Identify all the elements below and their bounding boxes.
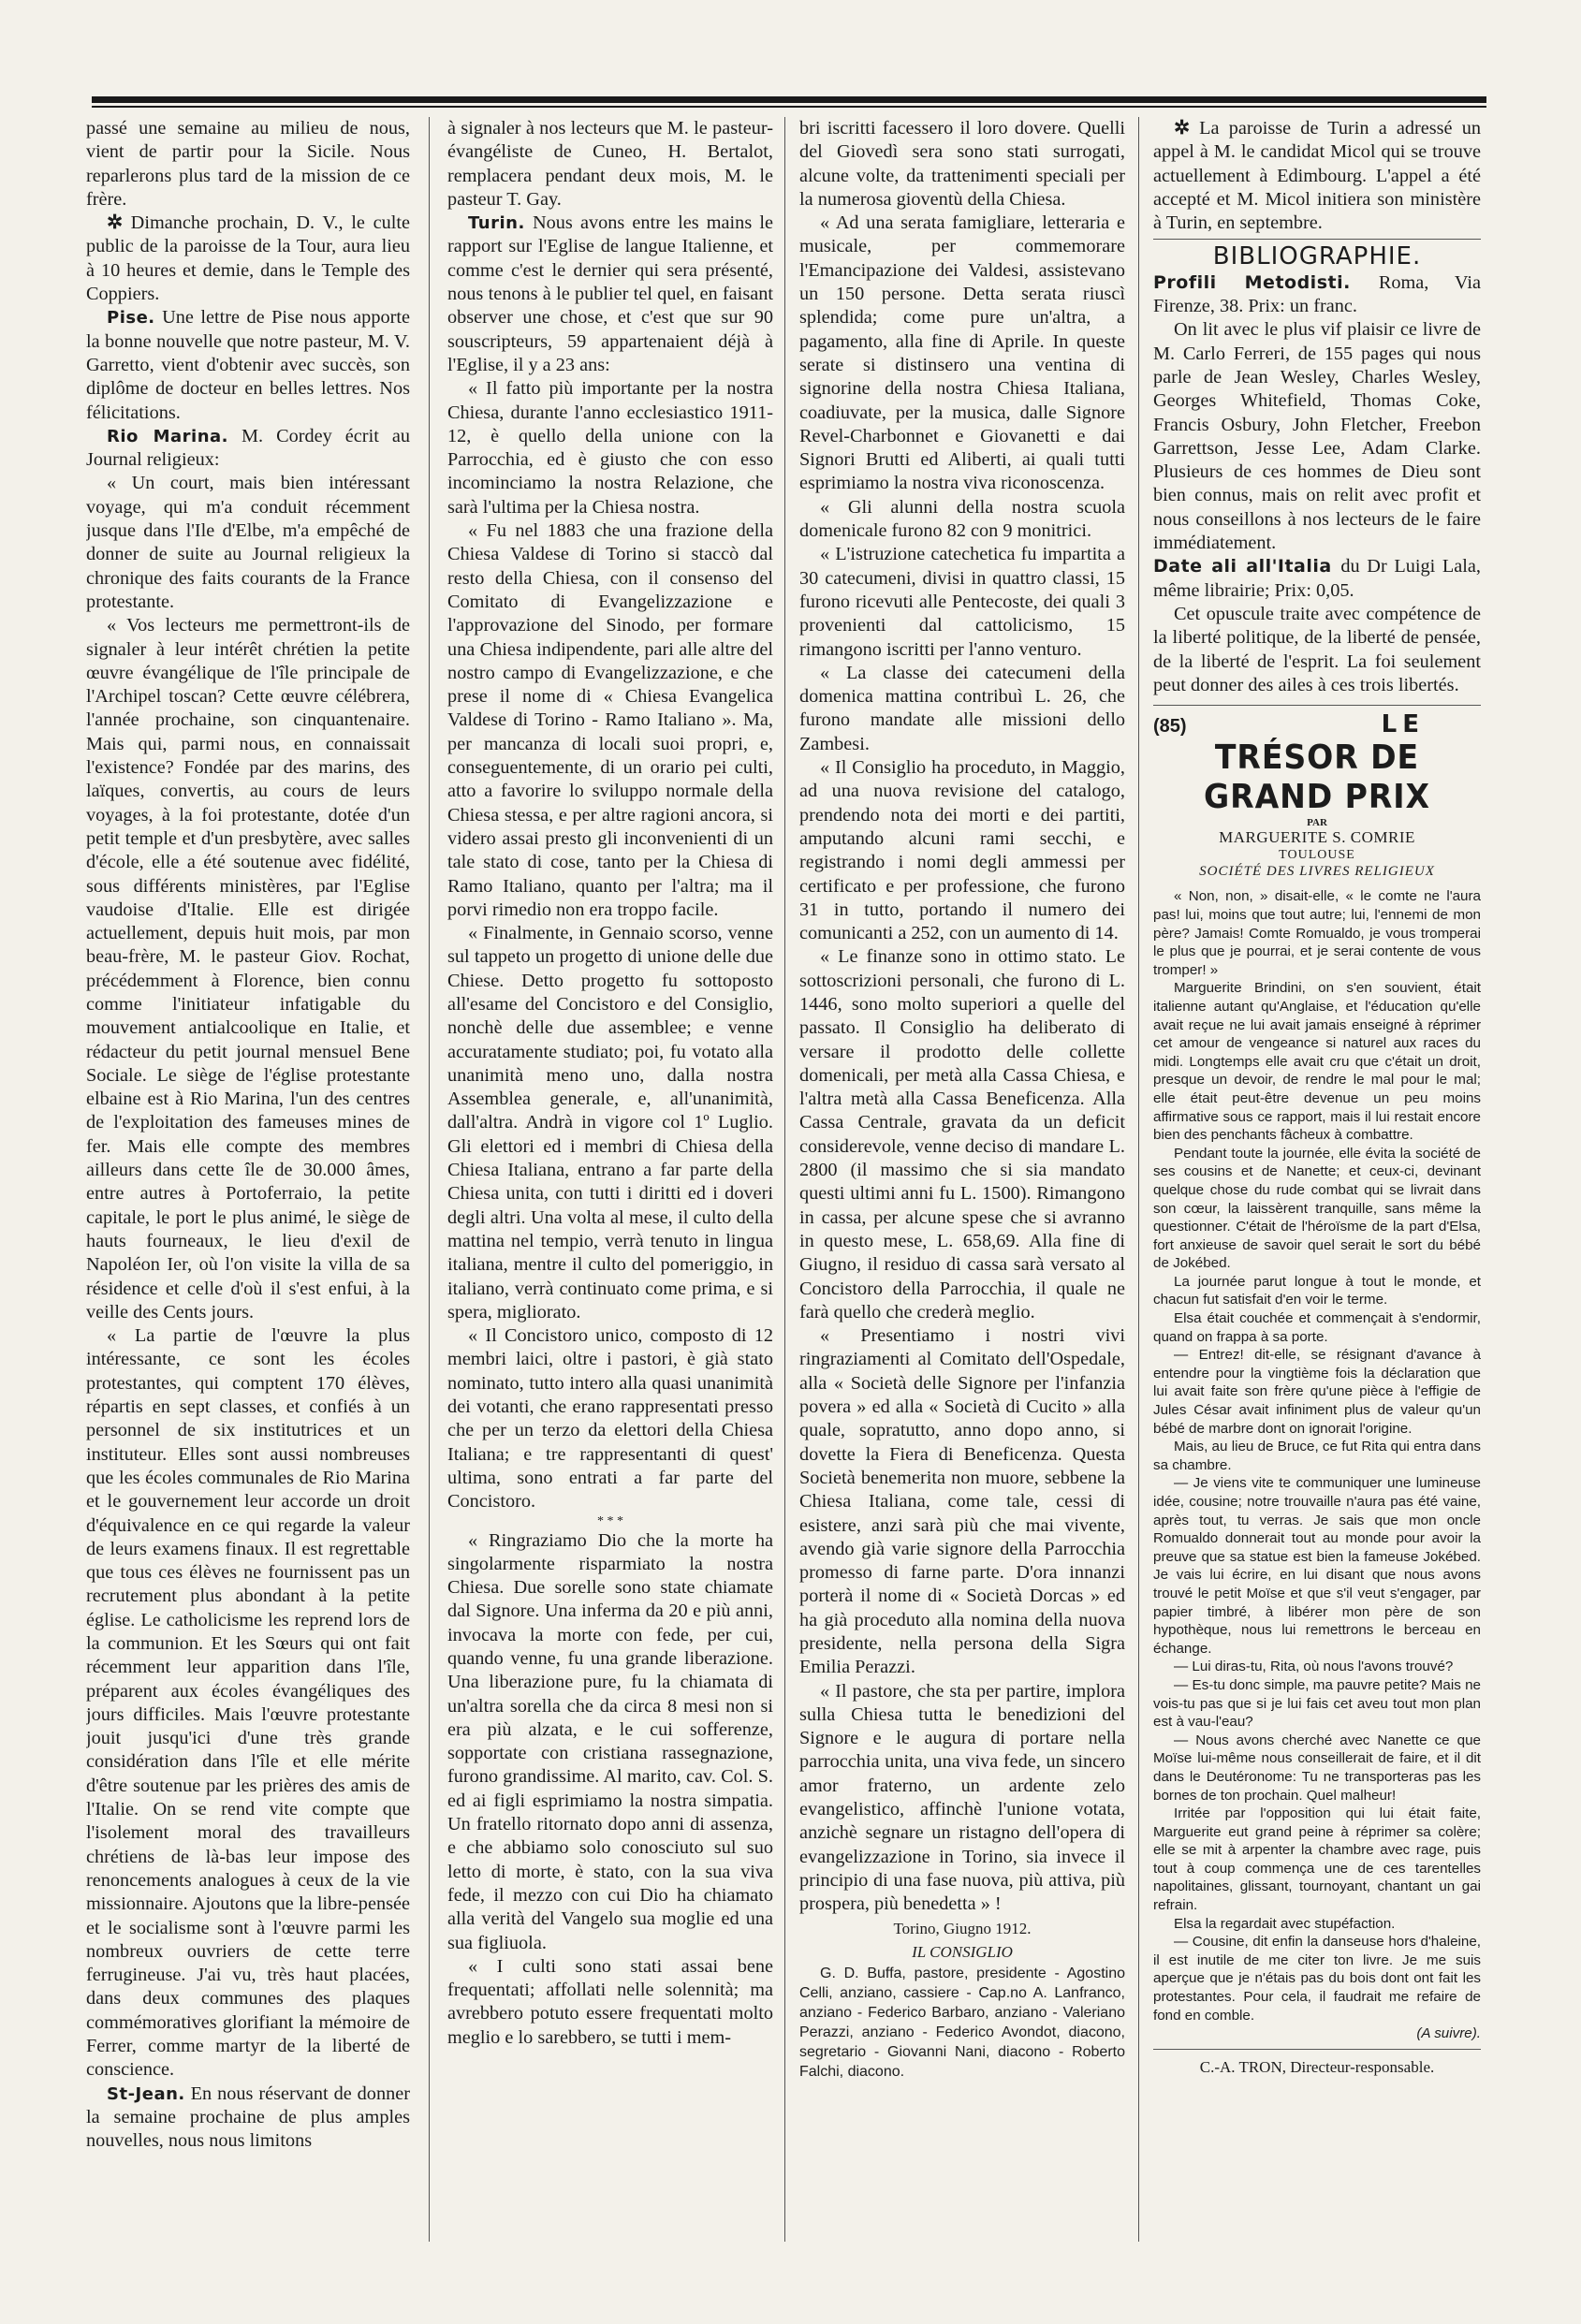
article-paragraph <box>1153 117 1481 235</box>
serial-paragraph: Elsa était couchée et commençait à s'endormir, quand on frappa à sa porte. <box>1153 1310 1481 1345</box>
article-paragraph <box>86 472 410 614</box>
serial-title: TRÉSOR DE GRAND PRIX <box>1204 738 1430 817</box>
place-heading: Rio Marina. <box>107 426 228 446</box>
article-paragraph <box>799 945 1125 1324</box>
paragraph-text: En nous réservant de donner la semaine prochaine de plus amples nouvelles, nous nous limitons <box>86 2083 410 2152</box>
serial-publisher: SOCIÉTÉ DES LIVRES RELIGIEUX <box>1199 864 1435 880</box>
article-paragraph <box>447 1324 773 1513</box>
serial-paragraph: Mais, au lieu de Bruce, ce fut Rita qui entra dans sa chambre. <box>1153 1439 1481 1473</box>
book-title: Profili Metodisti. <box>1153 271 1379 293</box>
article-paragraph <box>86 1324 410 2083</box>
paragraph-text: « L'istruzione catechetica fu impartita a 30 catecumeni, divisi in quattro classi, 15 furono ricevuti alle Pentecoste, dei quali 3 provenienti dal cattolicismo, 15 rimangono iscritti per l'anno venturo. <box>799 544 1125 660</box>
column-divider <box>1138 117 1139 2242</box>
serial-paragraph: « Non, non, » disait-elle, « le comte ne l'aura pas! lui, moins que tout autre; lui, l'ennemi de mon père? Jamais! Comte Romualdo, je vous tromperai le plus que je pourrai, et je serai contente de vous tromper! » <box>1153 888 1481 978</box>
paragraph-text: Dimanche prochain, D. V., le culte public de la paroisse de la Tour, aura lieu à 10 heures et demie, dans le Temple des Coppiers. <box>86 212 410 305</box>
article-paragraph <box>447 212 773 377</box>
serial-number: (85) <box>1153 716 1187 738</box>
entry-text: du Dr Luigi Lala, même librairie; Prix: 0,05. <box>1153 556 1481 601</box>
article-paragraph <box>447 117 773 212</box>
article-paragraph <box>799 496 1125 544</box>
paragraph-text: passé une semaine au milieu de nous, vient de partir pour la Sicile. Nous reparlerons plus tard de la mission de ce frère. <box>86 118 410 210</box>
article-paragraph <box>447 519 773 922</box>
paragraph-text: « I culti sono stati assai bene frequentati; affollati nelle solennità; ma avrebbero potuto essere frequentati molto meglio e lo sarebbero, se tutti i mem- <box>447 1955 773 2048</box>
article-paragraph <box>799 543 1125 661</box>
director-signature: C.-A. TRON, Directeur-responsable. <box>1153 2049 1481 2079</box>
article-paragraph <box>86 2083 410 2154</box>
article-paragraph <box>799 212 1125 496</box>
paragraph-text: « Un court, mais bien intéressant voyage, qui m'a conduit récemment jusque dans l'Ile d'Elbe, m'a empêché de donner de suite au Journal religieux la chronique des faits courants de la France protestante. <box>86 473 410 612</box>
column-2 <box>447 117 773 2260</box>
serial-paragraph: Marguerite Brindini, on s'en souvient, était italienne autant qu'Anglaise, et l'éducation qu'elle avait reçue ne lui avait jamais enseigné à réprimer cet amour de vengeance si naturel aux races du midi. Longtemps elle avait cru que c'était un droit, presque un devoir, de rendre le mal pour le mal; elle était peut-être devenue un peu moins affirmative sous ce rapport, mais il lui restait encore bien des penchants fâcheux à combattre. <box>1153 980 1481 1144</box>
paragraph-text: « La classe dei catecumeni della domenica mattina contribuì L. 26, che furono mandate alle missioni dello Zambesi. <box>799 662 1125 754</box>
serial-paragraph: — Je viens vite te communiquer une lumineuse idée, cousine; notre trouvaille n'aura pas été vaine, après tout, tu verras. Je sais que mon oncle Romualdo donnerait tout au monde pour avoir la preuve que sa statue est bien la fameuse Jokébed. Je vais lui écrire, en lui disant que nous avons trouvé le petit Moïse et que s'il veut s'engager, par papier timbré, à libérer mon père de son hypothèque, nous lui remettrons le berceau en échange. <box>1153 1475 1481 1657</box>
column-divider <box>784 117 785 2242</box>
paragraph-text: M. Cordey écrit au Journal religieux: <box>86 425 410 471</box>
bibliography-heading: BIBLIOGRAPHIE. <box>1153 239 1481 269</box>
serial-paragraph: — Cousine, dit enfin la danseuse hors d'haleine, il est inutile de me citer ton livre. Je me suis aperçue que je n'étais pas du bois dont ont fait les protestantes. Pour cela, il faudrait me refaire de fond en comble. <box>1153 1934 1481 2024</box>
paragraph-text: à signaler à nos lecteurs que M. le pasteur-évangéliste de Cuneo, H. Bertalot, remplacera pendant deux mois, M. le pasteur T. Gay. <box>447 118 773 210</box>
bibliography-entry <box>1153 555 1481 603</box>
column-4 <box>1153 117 1481 2260</box>
article-paragraph <box>799 117 1125 212</box>
bibliography-entry <box>1153 603 1481 697</box>
paragraph-text: « Fu nel 1883 che una frazione della Chiesa Valdese di Torino si staccò dal resto della Chiesa, con il consenso del Comitato di Evangelizzazione e l'approvazione del Sinodo, per formare una Chiesa indipendente, pari alle altre del nostro campo di Evangelizzazione, e che prese il nome di « Chiesa Evangelica Valdese di Torino - Ramo Italiano ». Ma, per mancanza di locali suoi propri, e, conseguentemente, di un orario pei culti, atto a favorire lo sviluppo normale della Chiesa stessa, e per altre ragioni ancora, si videro assai presto gli inconvenienti di un tale stato di cose, tanto per la Chiesa di Ramo Italiano, quanto per l'altra; ma il porvi rimedio non era troppo facile. <box>447 520 773 920</box>
serial-paragraph: — Nous avons cherché avec Nanette ce que Moïse lui-même nous conseillerait de faire, et il dit dans le Deutéronome: Tu ne transporteras pas les bornes de ton prochain. Quel malheur! <box>1153 1732 1481 1804</box>
paragraph-text: « La partie de l'œuvre la plus intéressante, ce sont les écoles protestantes, qui comptent 170 élèves, répartis en sept classes, et confiés à un personnel de six institutrices et un instituteur. Elles sont aussi nombreuses que les écoles communales de Rio Marina et le gouvernement leur accorde un droit d'équivalence en ce qui regarde la valeur de leurs examens finaux. Il est regrettable que tous ces élèves ne fournissent pas un recrutement plus abondant à la petite église. Le catholicisme les reprend lors de la communion. Et les Sœurs qui ont fait récemment leur apparition dans l'île, préparent aux écoles évangéliques des jours difficiles. Mais l'œuvre protestante jouit jusqu'ici d'une très grande considération dans l'île et elle mérite d'être soutenue par les prières des amis de l'Italie. On se rend vite compte que l'isolement moral des travailleurs chrétiens de là-bas leur impose des renoncements analogues à ceux de la vie missionnaire. Ajoutons que la libre-pensée et le socialisme sont à l'œuvre parmi les nombreux ouvriers de cette terre ferrugineuse. J'ai vu, très haut placées, dans deux communes des plaques commémoratives glorifiant la mémoire de Ferrer, comme martyr de la liberté de conscience. <box>86 1325 410 2081</box>
place-heading: St-Jean. <box>107 2083 185 2104</box>
masthead-rule <box>92 96 1486 103</box>
bullet-mark: ✲ <box>107 212 131 234</box>
serial-par: PAR <box>1307 817 1327 829</box>
book-title: Date ali all'Italia <box>1153 556 1341 577</box>
section-separator: * * * <box>597 1513 623 1528</box>
paragraph-text: « Vos lecteurs me permettront-ils de signaler à leur intérêt chrétien la petite œuvre évangélique de l'île principale de l'Archipel toscan? Cette œuvre célébrera, l'année prochaine, son cinquantenaire. Mais qui, parmi nous, en connaissait l'existence? Fondée par des marins, des laïques, convertis, au cours de leurs voyages, à la foi protestante, dotée d'un petit temple et d'un presbytère, avec salles d'école, elle a été soutenue avec fidélité, sous différents ministères, par l'Eglise vaudoise d'Italie. Elle est dirigée actuellement, depuis huit mois, par mon beau-frère, M. le pasteur Giov. Rochat, précédemment à Florence, bien connu comme l'initiateur infatigable du mouvement antialcoolique en Italie, et rédacteur du petit journal mensuel Bene Sociale. Le siège de l'église protestante elbaine est à Rio Marina, l'un des centres de l'exploitation des fameuses mines de fer. Mais elle compte des membres ailleurs dans cette île de 30.000 âmes, entre autres à Portoferraio, la petite capitale, le port le plus animé, le siège de hauts fourneaux, le lieu d'exil de Napoléon Ier, où l'on visite la villa de sa résidence et celle d'où il s'est enfui, à la veille des Cents jours. <box>86 615 410 1323</box>
to-be-continued: (A suivre). <box>1416 2025 1481 2042</box>
article-paragraph <box>86 117 410 212</box>
article-paragraph <box>799 1324 1125 1679</box>
paragraph-text: Nous avons entre les mains le rapport sur l'Eglise de langue Italienne, et comme c'est le dernier qui sera présenté, nous tenons à le publier tel quel, en faisant observer une chose, et c'est que sur 90 souscripteurs, 59 appartenaient déjà à l'Eglise, il y a 23 ans: <box>447 212 773 375</box>
entry-text: Roma, Via Firenze, 38. Prix: un franc. <box>1153 271 1481 317</box>
article-paragraph <box>86 425 410 473</box>
signature-line: IL CONSIGLIO <box>912 1942 1013 1961</box>
paragraph-text: « Ringraziamo Dio che la morte ha singolarmente risparmiato la nostra Chiesa. Due sorelle sono state chiamate dal Signore. Una inferma da 20 e più anni, invocava la morte con fede, per cui, quando venne, fu una grande liberazione. Una liberazione pure, fu la chiamata di un'altra sorella che da circa 8 mesi non si era più alzata, e le cui sofferenze, sopportate con cristiana rassegnazione, furono grandissime. Al marito, cav. Col. S. ed ai figli esprimiamo la nostra simpatia. Un fratello ritornato dopo anni di assenza, e che abbiamo solo conosciuto sul suo letto di morte, è stato, con la sua viva fede, il mezzo con cui Dio ha chiamato alla verità del Vangelo sua moglie ed una sua figliuola. <box>447 1529 773 1953</box>
entry-text: Cet opuscule traite avec compétence de la liberté politique, de la liberté de pensée, de la liberté de l'esprit. La foi seulement peut donner des ailes à ces trois libertés. <box>1153 603 1481 695</box>
article-paragraph <box>799 1680 1125 1917</box>
article-paragraph <box>447 1529 773 1955</box>
article-paragraph <box>447 1955 773 2050</box>
paragraph-text: « Presentiamo i nostri vivi ringraziamenti al Comitato dell'Ospedale, alla « Società delle Signore per l'infanzia povera » ed alla « Società di Cucito » alla quale, sopratutto, anno dopo anno, si dovette la Fiera di Beneficenza. Questa Società benemerita non muore, sebbene la Chiesa Italiana, come tale, cessi di esistere, anzi sarà più che mai vivente, avendo già varie signore della Parrocchia promesso di farne parte. D'ora innanzi porterà il nome di « Società Dorcas » ed ha già proceduto alla nomina della nuova presidente, nella persona della Sigra Emilia Perazzi. <box>799 1325 1125 1678</box>
bibliography-entry <box>1153 318 1481 555</box>
column-3 <box>799 117 1125 2260</box>
council-signatures: G. D. Buffa, pastore, presidente - Agostino Celli, anziano, cassiere - Cap.no A. Lanfranco, anziano - Federico Barbaro, anziano - Valeriano Perazzi, anziano - Federico Avondot, diacono, segretario - Giovanni Nani, diacono - Roberto Falchi, diacono. <box>799 1966 1125 2081</box>
paragraph-text: bri iscritti facessero il loro dovere. Quelli del Giovedì sera sono stati surrogati, alcune volte, da trattenimenti speciali per la numerosa gioventù della Chiesa. <box>799 118 1125 210</box>
column-divider <box>429 117 430 2242</box>
serial-paragraph: Pendant toute la journée, elle évita la société de ses cousins et de Nanette; et ceux-ci, devinant quelque chose du rude combat qui se livrait dans son cœur, la laissèrent tranquille, sans même la questionner. C'était de l'héroïsme de la part d'Elsa, fort anxieuse de savoir quel serait le sort du bébé de Jokébed. <box>1153 1145 1481 1272</box>
article-paragraph <box>447 377 773 519</box>
paragraph-text: « Il fatto più importante per la nostra Chiesa, durante l'anno ecclesiastico 1911-12, è quello della unione con la Parrocchia, ed è giusto che con esso incominciamo la nostra Relazione, che sarà l'ultima per la Chiesa nostra. <box>447 378 773 518</box>
paragraph-text: « Il Consiglio ha proceduto, in Maggio, ad una nuova revisione del catalogo, prendendo nota dei morti e dei partiti, amputando alcuni rami secchi, e registrando i nomi degli ammessi per certificato e per professione, che furono 31 in tutto, portando il numero dei comunicanti a 252, con un aumento di 14. <box>799 757 1125 944</box>
serial-paragraph: Elsa la regardait avec stupéfaction. <box>1174 1915 1396 1932</box>
serial-header <box>1153 705 1481 738</box>
paragraph-text: Une lettre de Pise nous apporte la bonne nouvelle que notre pasteur, M. V. Garretto, vient d'obtenir avec succès, son diplôme de docteur en belles lettres. Nos félicitations. <box>86 307 410 423</box>
paragraph-text: « Finalmente, in Gennaio scorso, venne sul tappeto un progetto di unione delle due Chiese. Detto progetto fu sottoposto all'esame del Concistoro e del Consiglio, nonchè delle due assemblee; e venne accuratamente studiato; poi, fu votato alla unanimità meno uno, dalla nostra Assemblea generale, e, all'unanimità, dall'altra. Andrà in vigore col 1º Luglio. Gli elettori ed i membri di Chiesa della Chiesa Italiana, entrano a far parte della Chiesa unita, con tutti i diritti ed i doveri degli altri. Una volta al mese, il culto della mattina nel tempio, verrà tenuto in lingua italiana, mentre il culto del pomeriggio, in italiano, verrà continuato come prima, e si spera, migliorato. <box>447 923 773 1323</box>
article-paragraph <box>447 922 773 1324</box>
paragraph-text: La paroisse de Turin a adressé un appel à M. le candidat Micol qui se trouve actuellement à Edimbourg. L'appel a été accepté et M. Micol initiera son ministère à Turin, en septembre. <box>1153 118 1481 234</box>
place-heading: Turin. <box>468 213 525 234</box>
article-paragraph <box>86 306 410 424</box>
paragraph-text: « Il pastore, che sta per partire, implora sulla Chiesa tutta le benedizioni del Signore e le augura di portare nella parrocchia unita, una viva fede, un sincero amor fraterno, un ardente zelo evangelistico, affinchè l'unione votata, anzichè segnare un ristagno dell'opera di evangelizzazione in Torino, sia invece il principio di una fase nuova, più attiva, più prospera, più benedetta » ! <box>799 1680 1125 1915</box>
bibliography-entry <box>1153 271 1481 319</box>
serial-paragraph: — Entrez! dit-elle, se résignant d'avance à entendre pour la vingtième fois la déclaration que lui avait faite son frère qu'une pièce à l'effigie de Jules César avait infiniment plus de valeur qu'un bébé de marbre dont on ignorait l'origine. <box>1153 1347 1481 1437</box>
serial-paragraph: — Lui diras-tu, Rita, où nous l'avons trouvé? <box>1174 1659 1454 1675</box>
column-1 <box>86 117 410 2260</box>
serial-author: MARGUERITE S. COMRIE <box>1219 828 1415 847</box>
paragraph-text: « Ad una serata famigliare, letteraria e musicale, per commemorare l'Emancipazione dei Valdesi, assistevano un 150 persone. Detta serata riuscì splendida; come pure un'altra, a pagamento, alla fine di Aprile. In queste serate si distinsero una ventina di signorine della nostra Chiesa Italiana, coadiuvate, per la musica, dalle Signore Revel-Charbonnet e Giovanetti e dai Signori Brutti ed Aliberti, ai quali tutti esprimiamo la nostra viva riconoscenza. <box>799 212 1125 494</box>
place-heading: Pise. <box>107 308 155 329</box>
masthead-rule-thin <box>92 106 1486 108</box>
serial-city: TOULOUSE <box>1279 848 1355 863</box>
paragraph-text: « Le finanze sono in ottimo stato. Le sottoscrizioni personali, che furono di L. 1446, sono molto superiori a quelle del passato. Il Consiglio ha deliberato di versare il prodotto delle collette domenicali, per metà alla Cassa Chiesa, e l'altra metà alla Cassa Beneficenza. Alla Cassa Centrale, gravata da un deficit considerevole, venne deciso di mandare L. 2800 (il massimo che si sia mandato questi ultimi anni fu L. 1500). Rimangono in cassa, per alcune spese che si avranno in questo mese, L. 658,69. Alla fine di Giugno, il residuo di cassa sarà versato al Concistoro della Parrocchia, il quale ne farà quello che crederà meglio. <box>799 946 1125 1323</box>
paragraph-text: « Il Concistoro unico, composto di 12 membri laici, oltre i pastori, è già stato nominato, tutto intero alla quasi unanimità dei votanti, che erano rappresentati presso che per un terzo da elettori della Chiesa Italiana; e tre rappresentanti di quest' ultima, sono entrati a far parte del Concistoro. <box>447 1325 773 1513</box>
signature-line: Torino, Giugno 1912. <box>893 1919 1032 1937</box>
article-paragraph <box>86 212 410 306</box>
entry-text: On lit avec le plus vif plaisir ce livre de M. Carlo Ferreri, de 155 pages qui nous parle de Jean Wesley, Charles Wesley, Georges Whitefield, Thomas Coke, Francis Osbury, John Fletcher, Freebon Garrettson, Jesse Lee, Adam Clarke. Plusieurs de ces hommes de Dieu sont bien connus, mais on relit avec profit et nous conseillons à nos lecteurs de le faire immédiatement. <box>1153 319 1481 554</box>
article-paragraph <box>799 662 1125 756</box>
serial-article: LE <box>1381 710 1425 739</box>
serial-paragraph: — Es-tu donc simple, ma pauvre petite? Mais ne vois-tu pas que si je lui fais cet aveu tout mon plan est à vau-l'eau? <box>1153 1676 1481 1731</box>
serial-paragraph: La journée parut longue à tout le monde, et chacun fut satisfait d'en voir le terme. <box>1153 1273 1481 1308</box>
serial-paragraph: Irritée par l'opposition qui lui était faite, Marguerite eut grand peine à réprimer sa colère; elle se mit à arpenter la chambre avec rage, puis tout à coup commença une de ces tarentelles napolitaines, glissant, tournoyant, chantant un gai refrain. <box>1153 1805 1481 1914</box>
bullet-mark: ✲ <box>1174 118 1200 139</box>
article-paragraph <box>86 614 410 1324</box>
paragraph-text: « Gli alunni della nostra scuola domenicale furono 82 con 9 monitrici. <box>799 496 1125 542</box>
article-paragraph <box>799 756 1125 945</box>
